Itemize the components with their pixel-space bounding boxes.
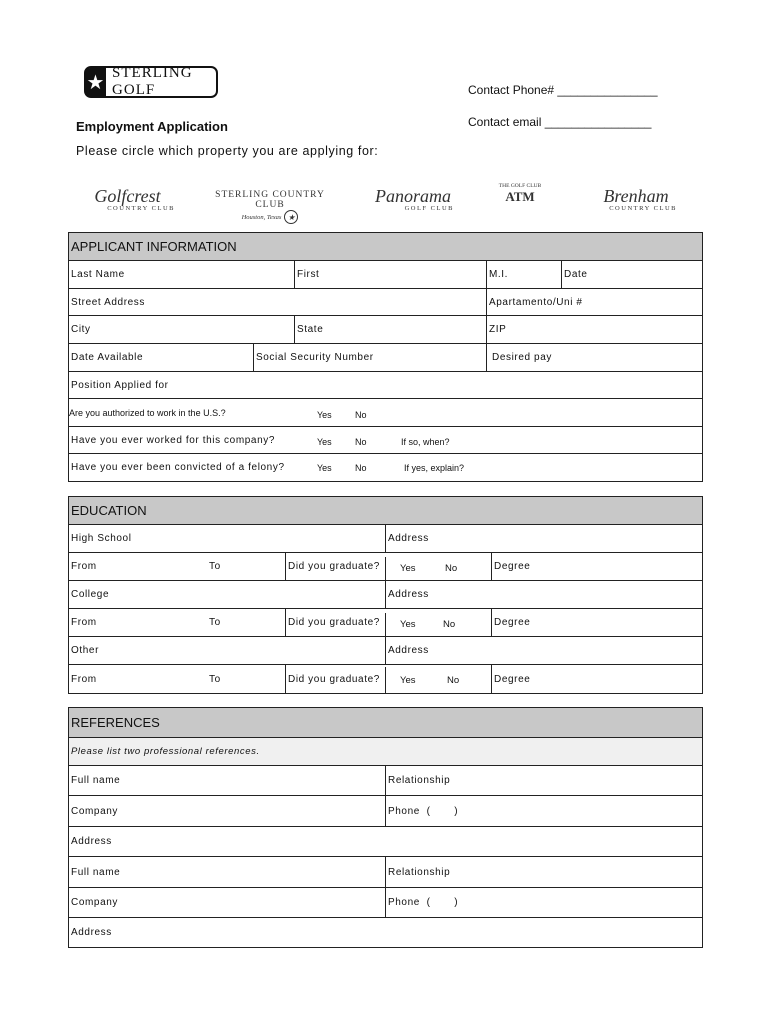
college-degree-field[interactable]: Degree (491, 609, 702, 636)
page-title: Employment Application (76, 119, 228, 134)
other-to-field[interactable]: To (209, 673, 221, 685)
row-worked (69, 427, 702, 454)
mi-field[interactable]: M.I. (486, 261, 561, 288)
ref1-company-field[interactable]: Company (71, 805, 118, 817)
college-from-field[interactable]: From (71, 617, 97, 628)
row-convicted (69, 454, 702, 481)
applicant-section (68, 232, 703, 482)
row-college (69, 581, 702, 609)
worked-no[interactable]: No (355, 437, 367, 447)
college-field[interactable]: College (71, 589, 110, 600)
row-ref2-name (69, 857, 702, 888)
ref2-company-field[interactable]: Company (71, 897, 118, 908)
college-graduate-label: Did you graduate? (285, 609, 385, 636)
row-ref1-address (69, 827, 702, 857)
row-high-school (69, 525, 702, 553)
authorized-question: Are you authorized to work in the U.S.? (69, 407, 226, 418)
row-references-note (69, 738, 702, 766)
row-other (69, 637, 702, 665)
ref2-relationship-field[interactable]: Relationship (385, 857, 702, 887)
row-ref2-company (69, 888, 702, 918)
other-school-field[interactable]: Other (71, 645, 100, 656)
contact-email: Contact email ________________ (468, 115, 652, 129)
references-header: REFERENCES (69, 708, 702, 738)
contact-phone: Contact Phone# _______________ (468, 83, 658, 97)
high-school-no[interactable]: No (445, 563, 458, 574)
other-degree-field[interactable]: Degree (491, 665, 702, 693)
city-field[interactable]: City (71, 324, 91, 335)
college-yes[interactable]: Yes (385, 613, 429, 636)
property-aggie-golf-club[interactable]: THE GOLF CLUB ATM (498, 183, 542, 204)
property-golfcrest[interactable]: Golfcrest COUNTRY CLUB (94, 186, 175, 212)
ref1-relationship-field[interactable]: Relationship (385, 766, 702, 795)
zip-field[interactable]: ZIP (486, 316, 702, 343)
authorized-yes[interactable]: Yes (317, 409, 332, 420)
applicant-header: APPLICANT INFORMATION (69, 233, 702, 261)
sterling-golf-logo (84, 66, 218, 98)
row-availability (69, 344, 702, 372)
convicted-yes[interactable]: Yes (317, 462, 332, 473)
logo-text: STERLING GOLF (112, 65, 193, 98)
ref2-phone-field[interactable]: Phone ( ) (385, 888, 702, 917)
property-sterling-cc[interactable]: STERLING COUNTRY CLUB Houston, Texas ★ (205, 190, 335, 224)
other-from-field[interactable]: From (71, 673, 97, 685)
high-school-address-field[interactable]: Address (385, 525, 702, 552)
date-available-field[interactable]: Date Available (71, 352, 144, 363)
ssn-field[interactable]: Social Security Number (253, 344, 486, 371)
ref2-address-field[interactable]: Address (71, 927, 112, 938)
worked-question: Have you ever worked for this company? (71, 434, 275, 446)
position-field[interactable]: Position Applied for (71, 379, 169, 391)
row-street (69, 289, 702, 316)
convicted-explain-field[interactable]: If yes, explain? (404, 462, 465, 473)
convicted-no[interactable]: No (355, 462, 367, 473)
star-seal-icon: ★ (284, 210, 298, 224)
other-yes[interactable]: Yes (385, 667, 429, 693)
row-name (69, 261, 702, 289)
row-city (69, 316, 702, 344)
worked-when-field[interactable]: If so, when? (401, 437, 450, 447)
row-college-dates (69, 609, 702, 637)
street-address-field[interactable]: Street Address (71, 296, 145, 308)
row-ref1-name (69, 766, 702, 796)
ref2-full-name-field[interactable]: Full name (71, 866, 121, 878)
date-field[interactable]: Date (561, 261, 702, 288)
other-address-field[interactable]: Address (385, 637, 702, 664)
first-name-field[interactable]: First (294, 261, 486, 288)
high-school-graduate-label: Did you graduate? (285, 553, 385, 580)
ref1-full-name-field[interactable]: Full name (71, 775, 121, 786)
row-high-school-dates (69, 553, 702, 581)
ref1-address-field[interactable]: Address (71, 836, 112, 847)
college-to-field[interactable]: To (209, 617, 221, 628)
high-school-field[interactable]: High School (71, 533, 132, 544)
authorized-no[interactable]: No (355, 409, 367, 420)
row-other-dates (69, 665, 702, 693)
convicted-question: Have you ever been convicted of a felony? (71, 462, 285, 473)
worked-yes[interactable]: Yes (317, 437, 332, 447)
page-subtitle: Please circle which property you are applying for: (76, 144, 379, 158)
row-ref2-address (69, 918, 702, 947)
college-no[interactable]: No (443, 619, 456, 630)
high-school-yes[interactable]: Yes (385, 557, 429, 580)
other-graduate-label: Did you graduate? (285, 665, 385, 693)
high-school-from-field[interactable]: From (71, 561, 97, 572)
apartment-field[interactable]: Apartamento/Uni # (486, 289, 702, 315)
high-school-degree-field[interactable]: Degree (491, 553, 702, 580)
ref1-phone-field[interactable]: Phone ( ) (385, 796, 702, 826)
state-field[interactable]: State (294, 316, 486, 343)
desired-pay-field[interactable]: Desired pay (486, 344, 702, 371)
row-ref1-company (69, 796, 702, 827)
row-position (69, 372, 702, 399)
high-school-to-field[interactable]: To (209, 561, 221, 572)
college-address-field[interactable]: Address (385, 581, 702, 608)
row-authorized (69, 399, 702, 427)
education-header: EDUCATION (69, 497, 702, 525)
other-no[interactable]: No (447, 674, 460, 686)
last-name-field[interactable]: Last Name (71, 269, 125, 280)
property-brenham[interactable]: Brenham COUNTRY CLUB (603, 186, 677, 212)
star-icon: ★ (85, 68, 106, 96)
references-section (68, 707, 703, 948)
references-note: Please list two professional references. (71, 746, 260, 757)
education-section (68, 496, 703, 694)
property-panorama[interactable]: Panorama GOLF CLUB (375, 186, 454, 212)
